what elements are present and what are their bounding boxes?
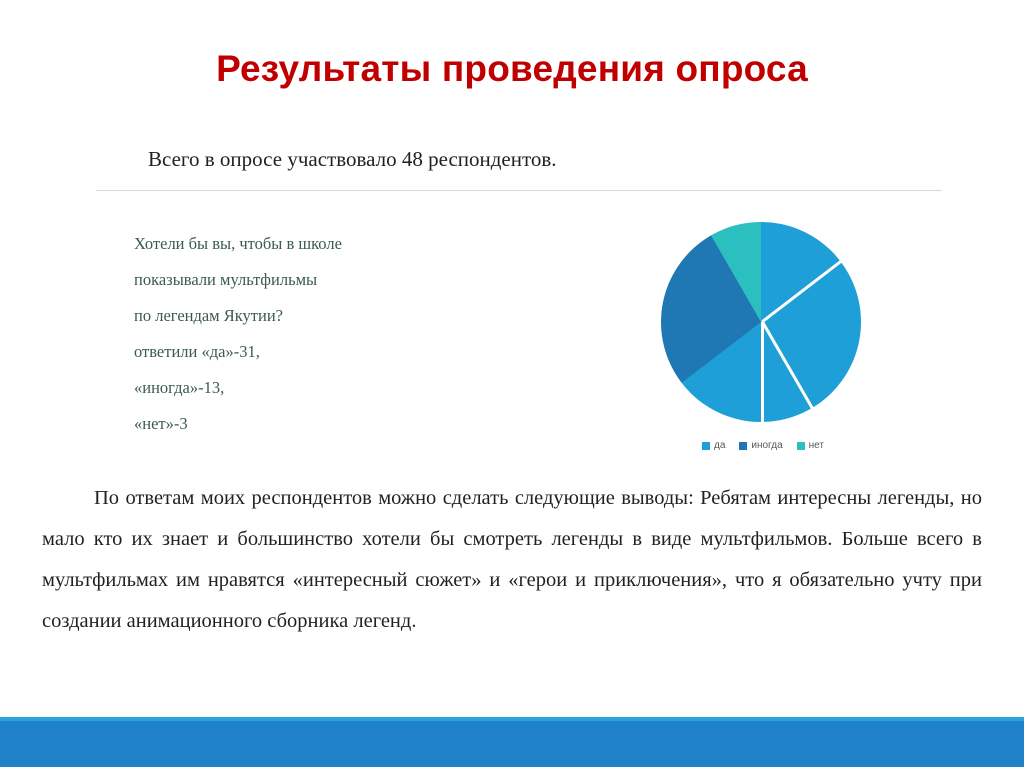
page-title: Результаты проведения опроса bbox=[216, 48, 808, 89]
legend-label-net: нет bbox=[808, 440, 824, 451]
intro-text: Всего в опросе участвовало 48 респондентов. bbox=[148, 147, 557, 171]
legend-swatch-da bbox=[702, 442, 710, 450]
footer-accent-line bbox=[0, 717, 1024, 721]
legend-swatch-net bbox=[797, 442, 805, 450]
legend-item-inogda bbox=[739, 440, 782, 451]
answer-line-net: «нет»-3 bbox=[134, 414, 188, 433]
pie-separator-1 bbox=[761, 322, 764, 422]
conclusion-text: По ответам моих респондентов можно сделать следующие выводы: Ребятам интересны легенды, но мало кто их знает и большинство хотели бы смотреть легенды в виде мультфильмов. Больше всего в мультфильмах им нравятся «интересный сюжет» и «герои и приключения», что я обязательно учту при создании анимационного сборника легенд. bbox=[42, 487, 982, 632]
legend-swatch-inogda bbox=[739, 442, 747, 450]
legend-item-da bbox=[702, 440, 725, 451]
answer-line-inogda: «иногда»-13, bbox=[134, 378, 225, 397]
chart-legend bbox=[648, 440, 878, 451]
pie-slices bbox=[661, 222, 861, 422]
pie-graphic bbox=[661, 222, 861, 422]
pie-chart bbox=[648, 222, 878, 472]
question-block bbox=[134, 226, 494, 442]
footer-bar bbox=[0, 721, 1024, 767]
question-line-3: по легендам Якутии? bbox=[134, 306, 283, 325]
legend-label-inogda: иногда bbox=[751, 440, 783, 451]
pie-separator-2 bbox=[761, 260, 842, 323]
question-line-1: Хотели бы вы, чтобы в школе bbox=[134, 234, 342, 253]
divider bbox=[96, 190, 942, 191]
question-line-2: показывали мультфильмы bbox=[134, 270, 318, 289]
pie-separator-3 bbox=[761, 321, 813, 409]
legend-label-da: да bbox=[713, 440, 726, 451]
answer-line-da: ответили «да»-31, bbox=[134, 342, 260, 361]
legend-item-net bbox=[797, 440, 824, 451]
